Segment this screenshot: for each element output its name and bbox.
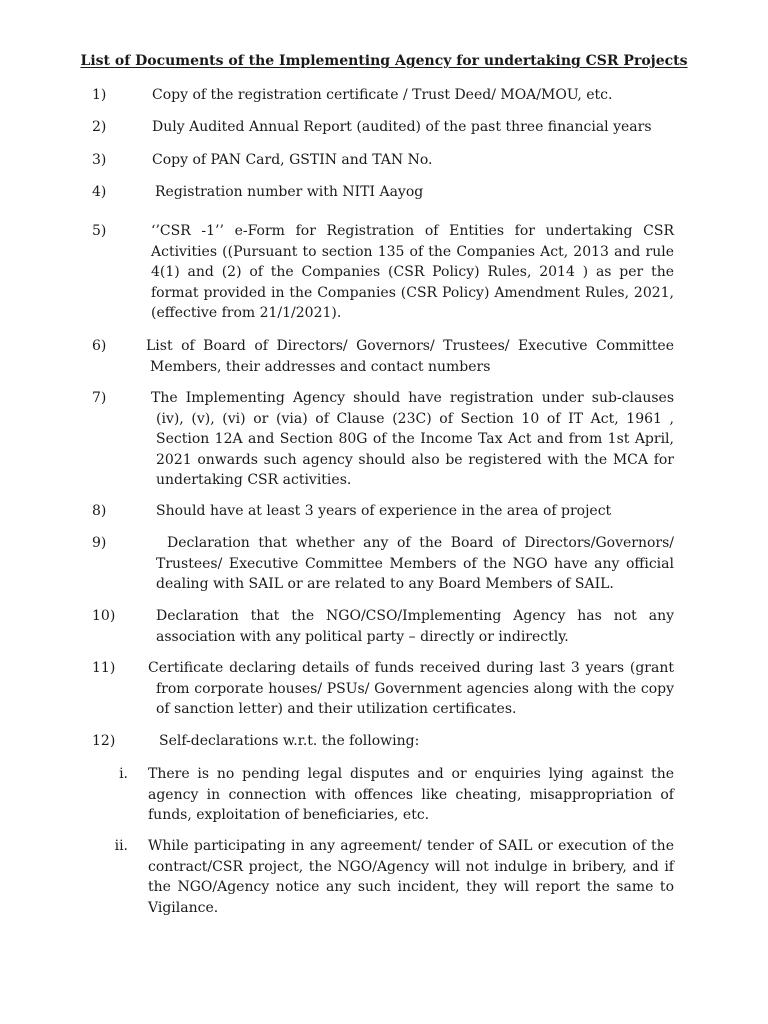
item-number: 1) xyxy=(92,87,107,103)
item-text: List of Board of Directors/ Governors/ Trustees/ Executive Committee Members, their addresses and contact numbers xyxy=(146,338,674,375)
item-number: 6) xyxy=(92,338,107,354)
item-number: 3) xyxy=(92,152,107,168)
item-text: ‘’CSR -1’’ e-Form for Registration of Entities for undertaking CSR Activities ((Pursuant to section 135 of the Companies Act, 2013 and rule 4(1) and (2) of the Companies (CSR Policy) Rules, 2014 ) as per the format provided in the Companies (CSR Policy) Amendment Rules, 2021, (effective from 21/1/2021). xyxy=(151,223,674,322)
sub-item-number: i. xyxy=(119,766,128,782)
item-text: Certificate declaring details of funds received during last 3 years (grant from corporate houses/ PSUs/ Government agencies along with the copy of sanction letter) and their utilization certificates. xyxy=(148,660,674,718)
item-text: Duly Audited Annual Report (audited) of the past three financial years xyxy=(152,119,652,135)
item-text: Registration number with NITI Aayog xyxy=(155,184,424,200)
item-number: 5) xyxy=(92,223,107,239)
sub-item-text: While participating in any agreement/ tender of SAIL or execution of the contract/CSR project, the NGO/Agency will not indulge in bribery, and if the NGO/Agency notice any such incident, they will report the same to Vigilance. xyxy=(148,838,674,916)
item-text: Copy of PAN Card, GSTIN and TAN No. xyxy=(152,152,433,168)
sub-item-text: There is no pending legal disputes and or enquiries lying against the agency in connection with offences like cheating, misappropriation of funds, exploitation of beneficiaries, etc. xyxy=(148,766,674,824)
item-text: Declaration that whether any of the Board of Directors/Governors/ Trustees/ Executive Committee Members of the NGO have any official dealing with SAIL or are related to any Board Members of SAIL. xyxy=(156,535,674,593)
item-number: 2) xyxy=(92,119,107,135)
item-number: 11) xyxy=(92,660,116,676)
sub-item-number: ii. xyxy=(114,838,128,854)
item-number: 4) xyxy=(92,184,107,200)
item-text: Declaration that the NGO/CSO/Implementing Agency has not any association with any political party – directly or indirectly. xyxy=(156,608,674,645)
item-text: The Implementing Agency should have registration under sub-clauses (iv), (v), (vi) or (via) of Clause (23C) of Section 10 of IT Act, 1961 , Section 12A and Section 80G of the Income Tax Act and from 1st April, 2021 onwards such agency should also be registered with the MCA for undertaking CSR activities. xyxy=(151,390,674,489)
item-number: 12) xyxy=(92,733,116,749)
item-number: 7) xyxy=(92,390,107,406)
item-number: 8) xyxy=(92,503,107,519)
document-title: List of Documents of the Implementing Agency for undertaking CSR Projects xyxy=(80,53,688,69)
item-text: Self-declarations w.r.t. the following: xyxy=(159,733,420,749)
item-text: Copy of the registration certificate / Trust Deed/ MOA/MOU, etc. xyxy=(152,87,613,103)
item-text: Should have at least 3 years of experience in the area of project xyxy=(156,503,612,519)
item-number: 9) xyxy=(92,535,107,551)
item-number: 10) xyxy=(92,608,116,624)
